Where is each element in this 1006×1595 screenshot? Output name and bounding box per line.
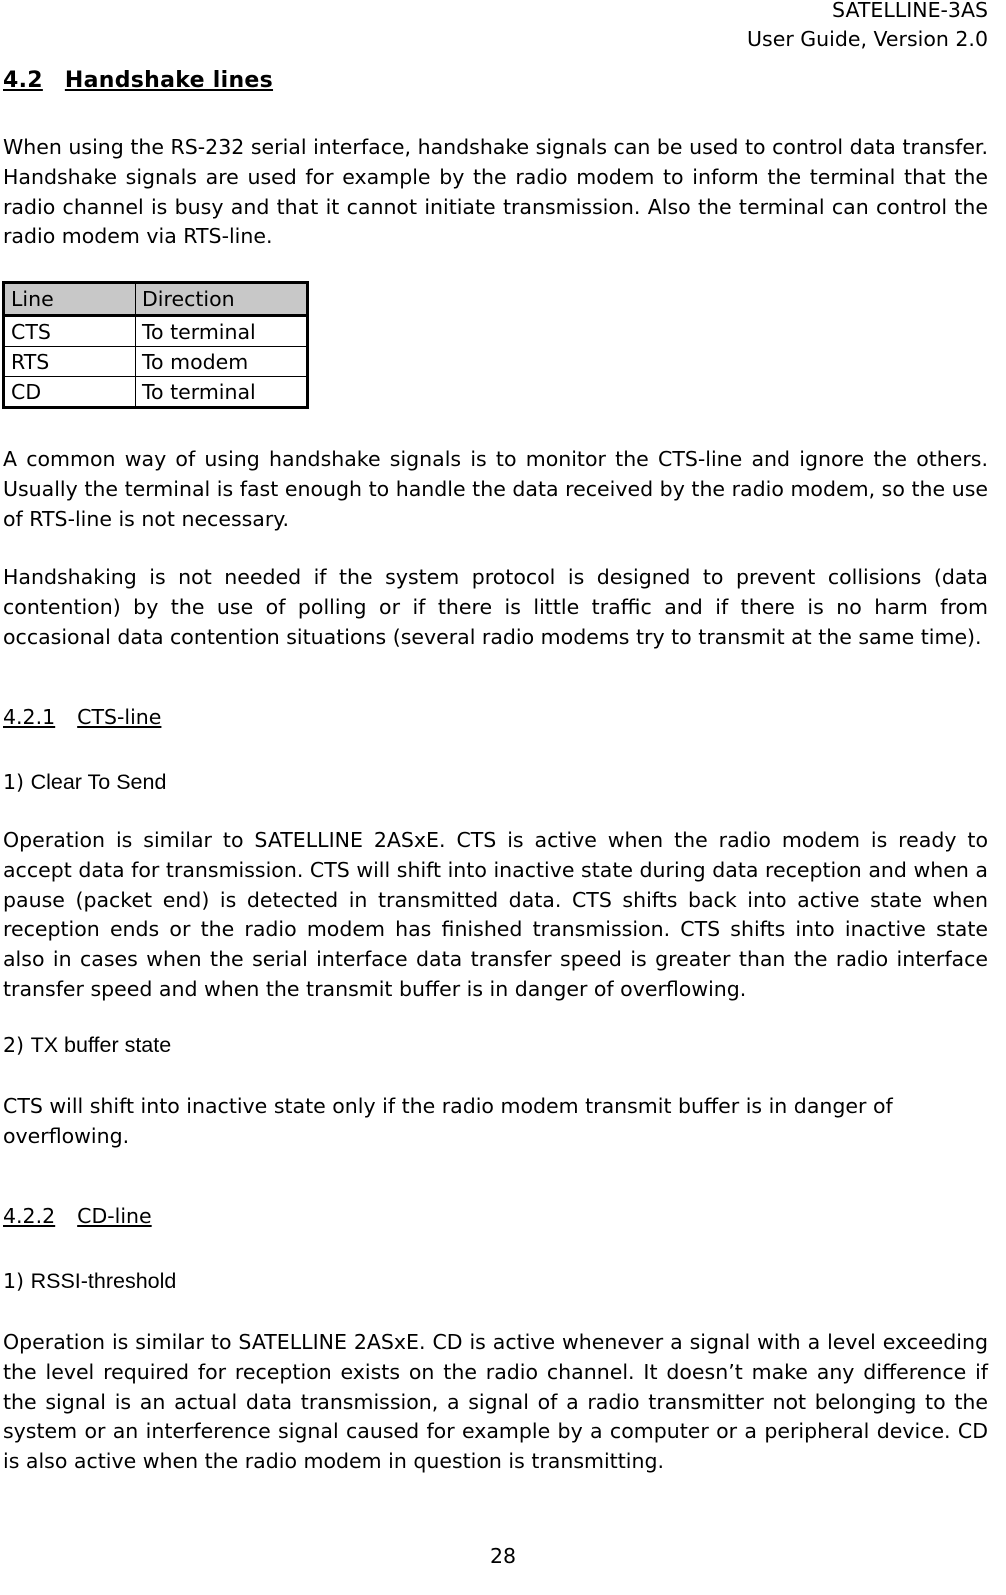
- item-number: 2): [3, 1033, 25, 1057]
- table-cell-line: RTS: [4, 347, 136, 377]
- header-product: SATELLINE-3AS: [832, 0, 988, 22]
- table-cell-line: CTS: [4, 316, 136, 347]
- table-cell-direction: To terminal: [136, 316, 308, 347]
- table-cell-direction: To terminal: [136, 377, 308, 408]
- section-heading: [3, 68, 273, 93]
- cts-item-2-heading: [3, 1033, 171, 1058]
- table-cell-line: CD: [4, 377, 136, 408]
- item-title: RSSI-threshold: [30, 1269, 177, 1293]
- subsection-number: 4.2.2: [3, 1204, 56, 1228]
- cd-item-1-heading: [3, 1269, 176, 1294]
- paragraph-cts-monitoring: A common way of using handshake signals is to monitor the CTS-line and ignore the others. Usually the terminal is fast enough to handle the data received by the radio modem, so the use of RTS-line is not necessary.: [3, 447, 988, 531]
- cts-item-2-paragraph: CTS will shift into inactive state only if the radio modem transmit buffer is in danger of overflowing.: [3, 1094, 893, 1148]
- handshake-table: [2, 281, 309, 409]
- header-guide-version: User Guide, Version 2.0: [747, 27, 988, 51]
- table-header-cell: Line: [4, 283, 136, 316]
- table-cell-direction: To modem: [136, 347, 308, 377]
- cd-item-1-paragraph: Operation is similar to SATELLINE 2ASxE. CD is active whenever a signal with a level exceeding the level required for reception exists on the radio channel. It doesn’t make any difference if the signal is an actual data transmission, a signal of a radio transmitter not belonging to the system or an interference signal caused for example by a computer or a peripheral device. CD is also active when the radio modem in question is transmitting.: [3, 1330, 988, 1474]
- subsection-title: CD-line: [77, 1204, 152, 1228]
- intro-paragraph: When using the RS-232 serial interface, handshake signals can be used to control data transfer. Handshake signals are used for example by the radio modem to inform the terminal that the radio channel is busy and that it cannot initiate transmission. Also the terminal can control the radio modem via RTS-line.: [3, 135, 988, 249]
- item-title: TX buffer state: [30, 1033, 172, 1057]
- item-title: Clear To Send: [30, 770, 167, 794]
- table-header-cell: Direction: [136, 283, 308, 316]
- item-number: 1): [3, 770, 25, 794]
- subsection-heading-cts: [3, 705, 161, 729]
- running-header: [747, 0, 988, 54]
- table-row: [4, 377, 308, 408]
- section-number: 4.2: [3, 68, 43, 93]
- cts-item-1-heading: [3, 770, 166, 795]
- item-number: 1): [3, 1269, 25, 1293]
- page-number: 28: [489, 1544, 517, 1568]
- paragraph-handshaking-not-needed: Handshaking is not needed if the system protocol is designed to prevent collisions (data contention) by the use of polling or if there is little traffic and if there is no harm from occasional data contention situations (several radio modems try to transmit at the same time).: [3, 565, 988, 649]
- subsection-number: 4.2.1: [3, 705, 56, 729]
- table-row: [4, 316, 308, 347]
- subsection-heading-cd: [3, 1204, 152, 1228]
- table-header-row: [4, 283, 308, 316]
- cts-item-1-paragraph: Operation is similar to SATELLINE 2ASxE. CTS is active when the radio modem is ready to accept data for transmission. CTS will shift into inactive state during data reception and when a pause (packet end) is detected in transmitted data. CTS shifts back into active state when reception ends or the radio modem has finished transmission. CTS shifts into inactive state also in cases when the serial interface data transfer speed is greater than the radio interface transfer speed and when the transmit buffer is in danger of overflowing.: [3, 828, 988, 1001]
- table-row: [4, 347, 308, 377]
- section-title: Handshake lines: [64, 68, 274, 93]
- subsection-title: CTS-line: [77, 705, 162, 729]
